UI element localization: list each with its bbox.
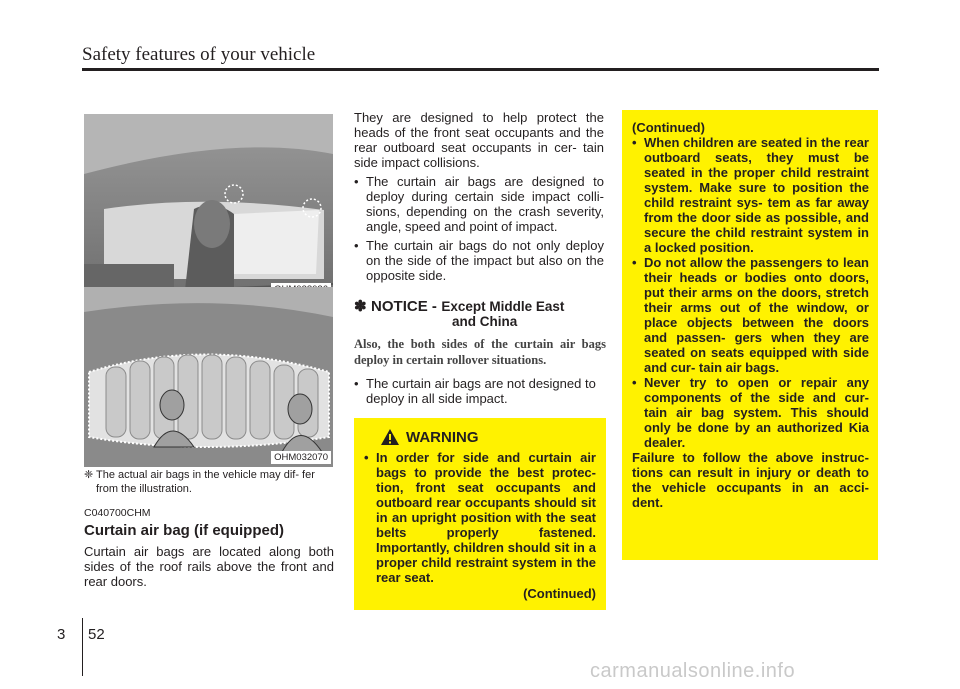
continued-heading: (Continued) [632,120,705,135]
illustration-curtain-airbag-location [84,114,333,299]
notice-heading [354,297,606,329]
continued-warning-box [622,110,878,560]
section-intro: Curtain air bags are located along both sides of the roof rails above the front and rear doors. [84,544,334,589]
continued-bullet: • Do not allow the passengers to lean their heads or bodies onto doors, put their arms on the doors, stretch their arms out of the window, or place objects between the doors and passen- gers when they are seated on seats equipped with side and cur- tain air bags. [632,255,869,375]
page-section-number: 3 [57,626,66,643]
bullet-item: • The curtain air bags are not designed to deploy in all side impact. [354,376,604,406]
car-interior-illustration-1 [84,114,333,299]
warning-triangle-icon [380,428,400,446]
notice-symbol: ✽ [354,298,367,315]
page-number: 52 [88,626,105,643]
warning-continued: (Continued) [523,586,596,601]
note-text: The actual air bags in the vehicle may dif- fer from the illustration. [96,469,315,495]
continued-bullet: • When children are seated in the rear outboard seats, they must be seated in the proper child restraint system. Make sure to position the child restraint sys- tem as far away from the door side as possible, and secure the child restraint system in a locked position. [632,135,869,255]
section-heading: Curtain air bag (if equipped) [84,522,285,539]
warning-box [354,418,606,610]
footer-rule [82,618,83,676]
warning-bullet: • In order for side and curtain air bags to provide the best protec- tion, front seat occupants and outboard rear occupants should sit in an upright position with the seat belts properly fastened. Importantly, children should sit in a proper child restraint system in the rear seat. [364,450,596,585]
notice-bullets [354,376,604,406]
section-code: C040700CHM [84,507,151,519]
warning-title: WARNING [406,428,479,446]
notice-subtitle-2: and China [452,314,518,329]
header-rule [82,68,879,71]
column-2-paragraph: They are designed to help protect the heads of the front seat occupants and the rear outboard seat occupants in cer- tain side impact collisions. [354,110,604,170]
illustration-note [84,468,334,496]
continued-closing: Failure to follow the above instruc- tions can result in injury or death to the vehicle occupants in an acci- dent. [632,450,869,510]
column-2-bullets [354,174,604,283]
note-symbol: ❈ [84,469,94,481]
notice-subtitle: Except Middle East [441,299,565,314]
image-code: OHM032070 [271,451,331,464]
notice-label: NOTICE - [371,298,437,315]
notice-text: Also, the both sides of the curtain air bags deploy in certain rollover situations. [354,337,606,367]
illustration-curtain-airbag-deployed [84,287,333,467]
bullet-item: • The curtain air bags do not only deploy on the side of the impact but also on the opposite side. [354,238,604,283]
watermark-text: carmanualsonline.info [590,660,796,682]
page-header-title: Safety features of your vehicle [82,44,316,65]
car-interior-illustration-2 [84,287,333,467]
column-2-text [354,110,604,287]
continued-bullet: • Never try to open or repair any components of the side and cur- tain air bag system. This should only be done by an authorized Kia dealer. [632,375,869,450]
bullet-item: • The curtain air bags are designed to deploy during certain side impact colli- sions, depending on the crash severity, angle, speed and point of impact. [354,174,604,234]
warning-title-row [380,428,596,446]
